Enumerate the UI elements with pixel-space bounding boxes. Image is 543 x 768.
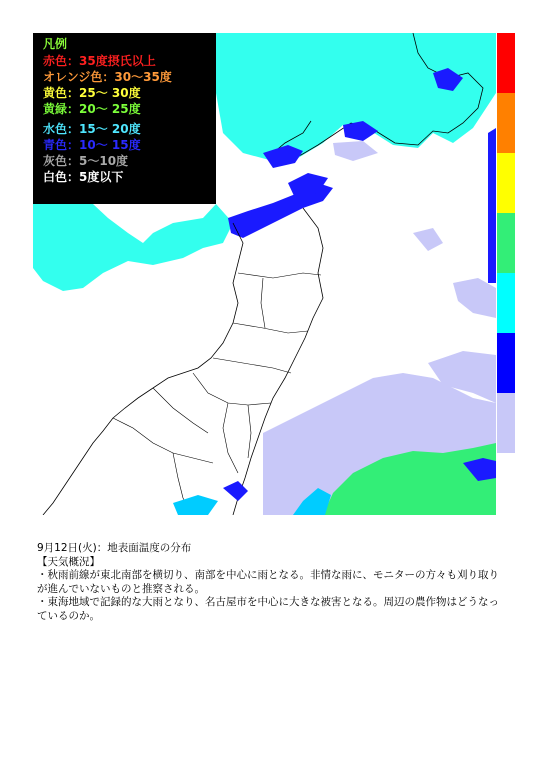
legend-title: 凡例 [43, 37, 68, 51]
caption-section: 【天気概況】 [37, 555, 100, 568]
west-sea-region [33, 204, 233, 291]
color-scale-swatch [497, 333, 515, 393]
southwest-cyan [173, 495, 218, 515]
legend-item-red: 赤色：35度摂氏以上 [43, 54, 156, 68]
legend-item-yellowgreen: 黄緑：20〜 25度 [43, 102, 141, 116]
lavender-east-1 [413, 228, 443, 251]
color-scale-bar [497, 33, 515, 455]
caption-heading: 9月12日(火)：地表面温度の分布 [37, 542, 192, 554]
legend-item-white: 白色：5度以下 [43, 170, 124, 184]
color-scale-swatch [497, 393, 515, 453]
legend-item-blue: 青色：10〜 15度 [43, 138, 141, 152]
color-scale-swatch [497, 153, 515, 213]
lavender-north [333, 141, 378, 161]
legend-item-yellow: 黄色：25〜 30度 [43, 86, 141, 100]
southwest-blue [223, 481, 248, 501]
lavender-east-2 [453, 278, 496, 318]
legend-item-lightblue: 水色：15〜 20度 [43, 122, 141, 136]
color-scale-swatch [497, 273, 515, 333]
legend [33, 33, 216, 204]
caption-line-2: ・東海地域で記録的な大雨となり、名古屋市を中心に大きな被害となる。周辺の農作物はどうなっているのか。 [37, 596, 499, 622]
legend-item-gray: 灰色：5〜10度 [43, 154, 129, 168]
caption [37, 542, 507, 624]
color-scale-swatch [497, 213, 515, 273]
legend-item-orange: オレンジ色：30〜35度 [43, 70, 172, 84]
color-scale-swatch [497, 93, 515, 153]
caption-line-1: ・秋雨前線が東北南部を横切り、南部を中心に雨となる。非情な雨に、モニターの方々も刈り取りが進んでいないものと推察される。 [37, 569, 499, 595]
east-blue-strip [488, 128, 496, 283]
color-scale-swatch [497, 33, 515, 93]
